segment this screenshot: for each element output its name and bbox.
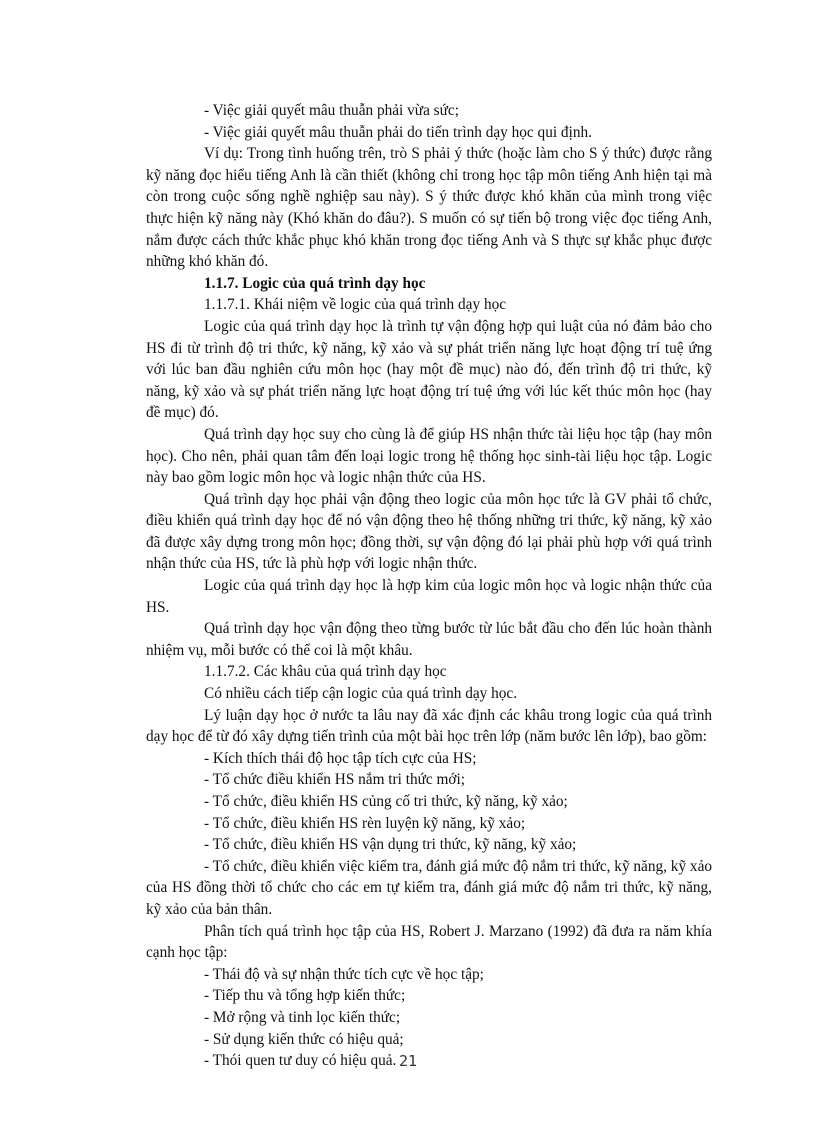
body-paragraph: Logic của quá trình dạy học là trình tự vận động hợp qui luật của nó đảm bảo cho HS đi từ trình độ tri thức, kỹ năng, kỹ xảo và sự phát triển năng lực hoạt động trí tuệ ứng với lúc ban đầu nghiên cứu môn học (hay một đề mục) nào đó, đến trình độ tri thức, kỹ năng, kỹ xảo và sự phát triển năng lực hoạt động trí tuệ ứng với lúc kết thúc môn học (hay đề mục) đó. [146,317,712,422]
bullet-item: - Việc giải quyết mâu thuẫn phải vừa sức; [204,102,459,119]
body-paragraph: Logic của quá trình dạy học là hợp kim của logic môn học và logic nhận thức của HS. [146,577,712,616]
bullet-item: - Sử dụng kiến thức có hiệu quả; [204,1030,404,1048]
bullet-item: - Việc giải quyết mâu thuẫn phải do tiến trình dạy học qui định. [204,123,592,141]
page-body [146,100,712,1072]
bullet-item: - Kích thích thái độ học tập tích cực của HS; [204,749,477,767]
bullet-item: - Tổ chức điều khiển HS nắm tri thức mới; [204,771,466,789]
bullet-item: - Thái độ và sự nhận thức tích cực về học tập; [204,965,484,983]
bullet-item: - Tiếp thu và tổng hợp kiến thức; [204,987,406,1005]
body-paragraph: Quá trình dạy học vận động theo từng bước từ lúc bắt đầu cho đến lúc hoàn thành nhiệm vụ, mỗi bước có thể coi là một khâu. [146,620,712,659]
example-paragraph: Ví dụ: Trong tình huống trên, trò S phải ý thức (hoặc làm cho S ý thức) được rằng kỹ năng đọc hiểu tiếng Anh là cần thiết (không chỉ trong học tập môn tiếng Anh hiện tại mà còn trong cuộc sống nghề nghiệp sau này). S ý thức được khó khăn của mình trong việc thực hiện kỹ năng này (Khó khăn do đâu?). S muốn có sự tiến bộ trong việc đọc tiếng Anh, nắm được cách thức khắc phục khó khăn trong đọc tiếng Anh và S thực sự khắc phục được những khó khăn đó. [146,145,712,271]
bullet-item: - Tổ chức, điều khiển việc kiểm tra, đánh giá mức độ nắm tri thức, kỹ năng, kỹ xảo của HS đồng thời tổ chức cho các em tự kiểm tra, đánh giá mức độ nắm tri thức, kỹ năng, kỹ xảo của bản thân. [146,857,713,918]
body-paragraph: Lý luận dạy học ở nước ta lâu nay đã xác định các khâu trong logic của quá trình dạy học để từ đó xây dựng tiến trình của một bài học trên lớp (năm bước lên lớp), bao gồm: [146,706,712,746]
subsection-heading: 1.1.7.2. Các khâu của quá trình dạy học [204,663,447,681]
subsection-heading: 1.1.7.1. Khái niệm về logic của quá trình dạy học [204,296,507,314]
bullet-item: - Mở rộng và tinh lọc kiến thức; [204,1008,401,1026]
page-number: 21 [398,1052,418,1070]
bullet-item: - Tổ chức, điều khiển HS củng cố tri thức, kỹ năng, kỹ xảo; [204,793,568,810]
section-heading: 1.1.7. Logic của quá trình dạy học [204,274,426,292]
body-paragraph: Quá trình dạy học suy cho cùng là để giúp HS nhận thức tài liệu học tập (hay môn học). Cho nên, phải quan tâm đến loại logic trong hệ thống học sinh-tài liệu học tập. Logic này bao gồm logic môn học và logic nhận thức của HS. [146,425,712,487]
bullet-item: - Tổ chức, điều khiển HS vận dụng tri thức, kỹ năng, kỹ xảo; [204,836,577,854]
body-paragraph: Quá trình dạy học phải vận động theo logic của môn học tức là GV phải tổ chức, điều khiển quá trình dạy học để nó vận động theo hệ thống những tri thức, kỹ năng, kỹ xảo đã được xây dựng trong môn học; đồng thời, sự vận động đó lại phải phù hợp với quá trình nhận thức của HS, tức là phù hợp với logic nhận thức. [146,490,712,573]
bullet-item: - Tổ chức, điều khiển HS rèn luyện kỹ năng, kỹ xảo; [204,814,526,832]
bullet-item: - Thói quen tư duy có hiệu quả. [204,1052,397,1070]
body-paragraph: Có nhiều cách tiếp cận logic của quá trình dạy học. [204,685,518,703]
body-paragraph: Phân tích quá trình học tập của HS, Robert J. Marzano (1992) đã đưa ra năm khía cạnh học tập: [146,922,712,962]
